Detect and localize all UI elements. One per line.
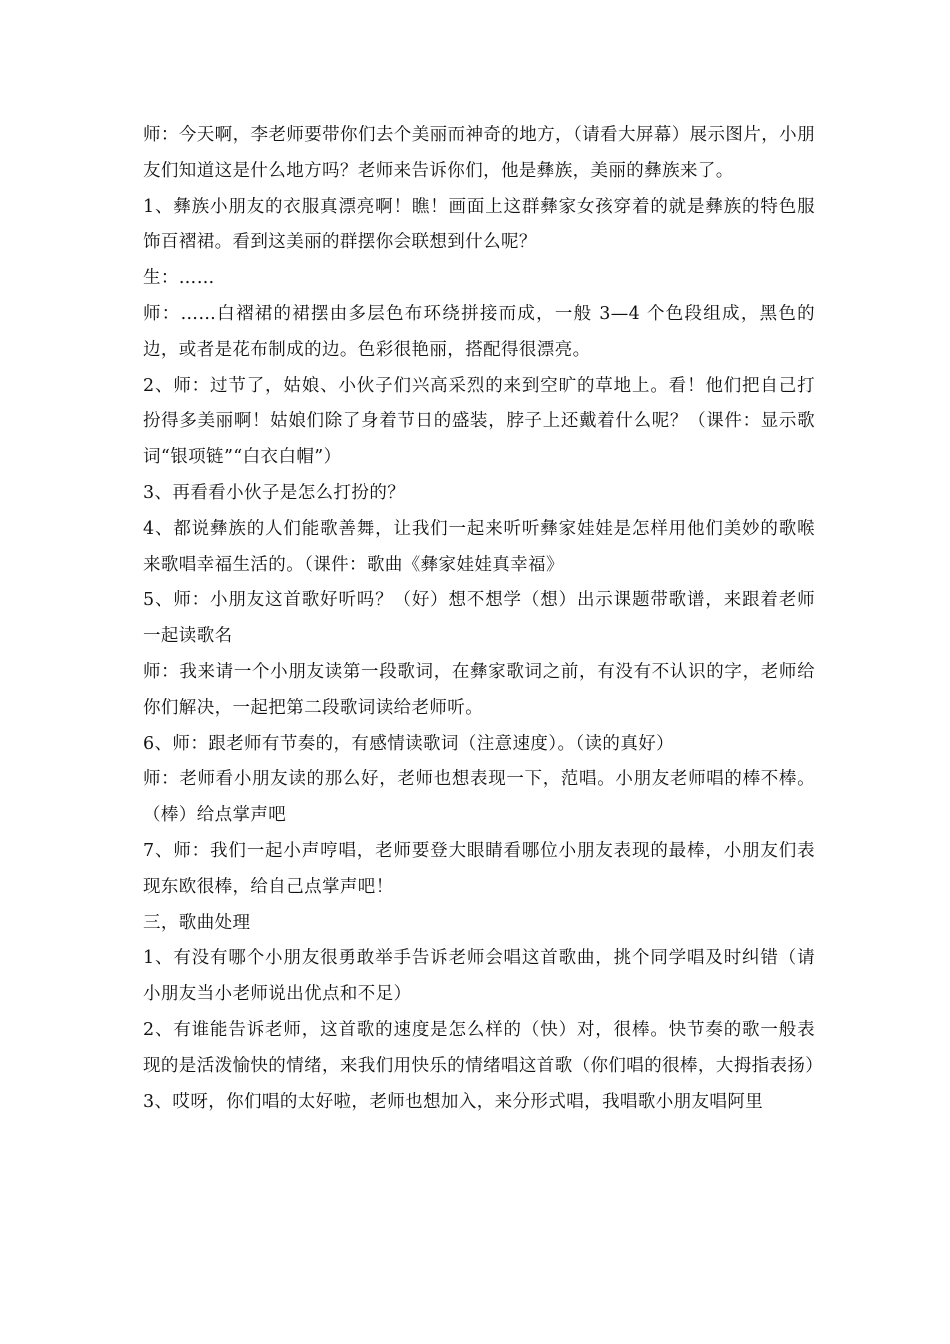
paragraph-step-2: 2、师：过节了，姑娘、小伙子们兴高采烈的来到空旷的草地上。看！他们把自己打扮得多美丽啊！姑娘们除了身着节日的盛装，脖子上还戴着什么呢？（课件：显示歌词“银项链”“白衣白帽”） — [143, 375, 815, 468]
paragraph-processing-1: 1、有没有哪个小朋友很勇敢举手告诉老师会唱这首歌曲，挑个同学唱及时纠错（请小朋友当小老师说出优点和不足） — [143, 948, 815, 1005]
paragraph-step-4: 4、都说彝族的人们能歌善舞，让我们一起来听听彝家娃娃是怎样用他们美妙的歌喉来歌唱幸福生活的。（课件：歌曲《彝家娃娃真幸福》 — [143, 518, 815, 575]
paragraph-teacher-lyrics: 师：我来请一个小朋友读第一段歌词，在彝家歌词之前，有没有不认识的字，老师给你们解决，一起把第二段歌词读给老师听。 — [143, 661, 815, 718]
paragraph-step-5: 5、师：小朋友这首歌好听吗？（好）想不想学（想）出示课题带歌谱，来跟着老师一起读歌名 — [143, 590, 815, 647]
section-heading-song-processing: 三，歌曲处理 — [143, 912, 251, 933]
paragraph-processing-2: 2、有谁能告诉老师，这首歌的速度是怎么样的（快）对，很棒。快节奏的歌一般表现的是活泼愉快的情绪，来我们用快乐的情绪唱这首歌（你们唱的很棒，大拇指表扬） — [143, 1019, 824, 1076]
paragraph-step-1: 1、彝族小朋友的衣服真漂亮啊！瞧！画面上这群彝家女孩穿着的就是彝族的特色服饰百褶裙。看到这美丽的群摆你会联想到什么呢？ — [143, 196, 815, 253]
paragraph-teacher-intro: 师：今天啊，李老师要带你们去个美丽而神奇的地方，（请看大屏幕）展示图片，小朋友们知道这是什么地方吗？老师来告诉你们，他是彝族，美丽的彝族来了。 — [143, 125, 815, 181]
paragraph-teacher-skirt: 师：……白褶裙的裙摆由多层色布环绕拼接而成，一般 3—4 个色段组成，黑色的边，或者是花布制成的边。色彩很艳丽，搭配得很漂亮。 — [143, 303, 815, 360]
paragraph-student-response: 生：…… — [143, 268, 215, 289]
document-body — [143, 118, 824, 1120]
paragraph-processing-3: 3、哎呀，你们唱的太好啦，老师也想加入，来分形式唱，我唱歌小朋友唱阿里 — [143, 1091, 764, 1112]
paragraph-step-7: 7、师：我们一起小声哼唱，老师要登大眼睛看哪位小朋友表现的最棒，小朋友们表现东欧很棒，给自己点掌声吧！ — [143, 840, 815, 897]
paragraph-teacher-demo: 师：老师看小朋友读的那么好，老师也想表现一下，范唱。小朋友老师唱的棒不棒。（棒）给点掌声吧 — [143, 769, 815, 826]
paragraph-step-6: 6、师：跟老师有节奏的，有感情读歌词（注意速度）。（读的真好） — [143, 733, 675, 754]
paragraph-step-3: 3、再看看小伙子是怎么打扮的？ — [143, 482, 406, 503]
